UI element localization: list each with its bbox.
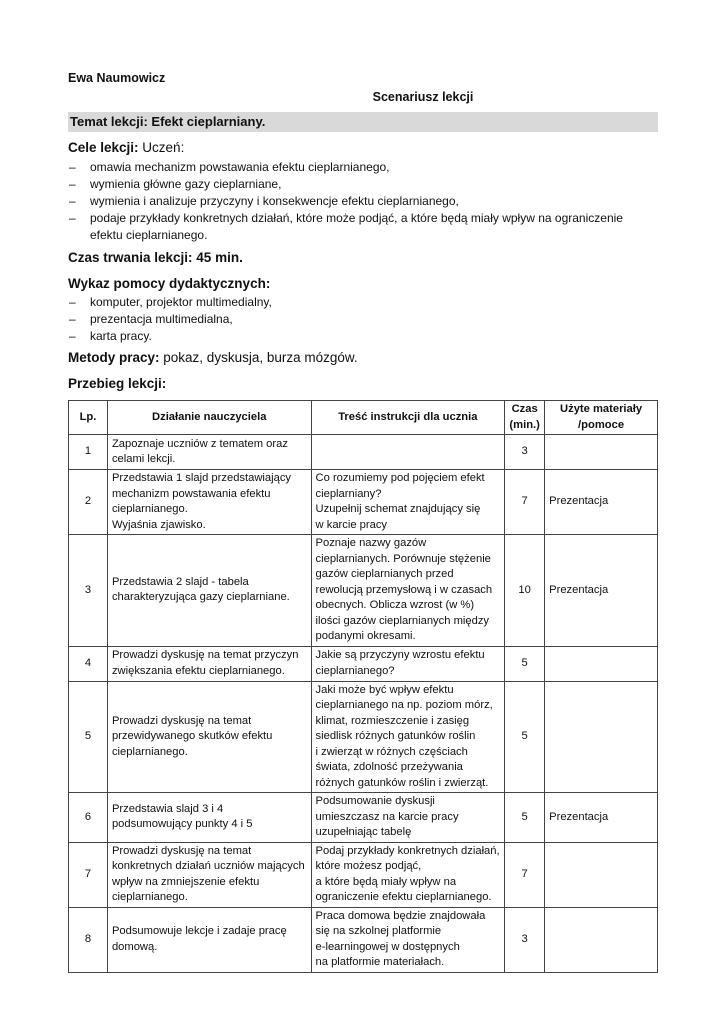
row-student-instruction: Podaj przykłady konkretnych działań, które możesz podjąć, a które będą miały wpływ na ograniczenie efektu cieplarnianego.: [311, 842, 505, 907]
table-row: [69, 842, 658, 907]
row-student-instruction: Jaki może być wpływ efektu cieplarnianego na np. poziom mórz, klimat, rozmieszczenie i zasięg siedlisk różnych gatunków roślin i zwierząt w różnych częściach świata, zdolność przeżywania różnych gatunków roślin i zwierząt.: [311, 681, 505, 793]
row-teacher-action: Przedstawia 1 slajd przedstawiający mechanizm powstawania efektu cieplarnianego. Wyjaśnia zjawisko.: [107, 470, 311, 535]
goals-heading-rest: Uczeń:: [138, 140, 185, 155]
aids-heading: [68, 276, 270, 291]
row-materials: [545, 435, 658, 470]
row-teacher-action: Zapoznaje uczniów z tematem oraz celami lekcji.: [107, 435, 311, 470]
row-materials: [545, 842, 658, 907]
row-student-instruction: Poznaje nazwy gazów cieplarnianych. Porównuje stężenie gazów cieplarnianych przed rewolucją przemysłową i w czasach obecnych. Oblicza wzrost (w %) ilości gazów cieplarnianych między podanymi okresami.: [311, 535, 505, 647]
course-heading: [68, 376, 166, 391]
document-title: Scenariusz lekcji: [372, 90, 474, 104]
row-time: 10: [505, 535, 545, 647]
table-row: [69, 535, 658, 647]
row-lp: 2: [69, 470, 108, 535]
methods-heading-rest: pokaz, dyskusja, burza mózgów.: [159, 350, 358, 365]
row-materials: Prezentacja: [545, 535, 658, 647]
row-time: 5: [505, 681, 545, 793]
header-time: [505, 401, 545, 435]
row-lp: 1: [69, 435, 108, 470]
table-row: [69, 793, 658, 843]
goals-heading: [68, 140, 184, 155]
row-lp: 5: [69, 681, 108, 793]
table-row: [69, 907, 658, 972]
list-item: – wymienia i analizuje przyczyny i konsekwencje efektu cieplarnianego,: [68, 193, 658, 210]
row-student-instruction: Co rozumiemy pod pojęciem efekt cieplarniany? Uzupełnij schemat znajdujący się w karcie pracy: [311, 470, 505, 535]
row-time: 5: [505, 793, 545, 843]
row-teacher-action: Prowadzi dyskusję na temat konkretnych działań uczniów mających wpływ na zmniejszenie efektu cieplarnianego.: [107, 842, 311, 907]
row-materials: [545, 646, 658, 681]
row-time: 3: [505, 435, 545, 470]
row-teacher-action: Przedstawia 2 slajd - tabela charakteryzująca gazy cieplarniane.: [107, 535, 311, 647]
aids-list: [68, 294, 658, 345]
list-item: – omawia mechanizm powstawania efektu cieplarnianego,: [68, 159, 658, 176]
row-student-instruction: Jakie są przyczyny wzrostu efektu cieplarnianego?: [311, 646, 505, 681]
row-student-instruction: [311, 435, 505, 470]
row-materials: [545, 681, 658, 793]
methods-heading-bold: Metody pracy:: [68, 350, 160, 365]
header-lp: Lp.: [69, 401, 108, 435]
header-instruction: Treść instrukcji dla ucznia: [311, 401, 505, 435]
goals-heading-bold: Cele lekcji:: [68, 140, 139, 155]
course-text: Przebieg lekcji:: [68, 376, 167, 391]
header-materials-line1: Użyte materiały: [560, 403, 643, 415]
row-time: 3: [505, 907, 545, 972]
methods-heading: [68, 350, 358, 365]
table-row: [69, 435, 658, 470]
lesson-topic: Temat lekcji: Efekt cieplarniany.: [68, 112, 658, 132]
list-item: – karta pracy.: [68, 328, 658, 345]
duration-text: Czas trwania lekcji: 45 min.: [68, 250, 243, 265]
row-time: 7: [505, 842, 545, 907]
header-materials-line2: /pomoce: [578, 418, 625, 431]
row-teacher-action: Prowadzi dyskusję na temat przewidywanego skutków efektu cieplarnianego.: [107, 681, 311, 793]
list-item: – wymienia główne gazy cieplarniane,: [68, 176, 658, 193]
row-student-instruction: Praca domowa będzie znajdowała się na szkolnej platformie e-learningowej w dostępnych na platformie materiałach.: [311, 907, 505, 972]
row-time: 7: [505, 470, 545, 535]
row-teacher-action: Podsumowuje lekcje i zadaje pracę domową.: [107, 907, 311, 972]
row-lp: 8: [69, 907, 108, 972]
table-row: [69, 681, 658, 793]
header-materials: [545, 401, 658, 435]
lesson-table: [68, 400, 658, 973]
table-row: [69, 470, 658, 535]
list-item: – podaje przykłady konkretnych działań, które może podjąć, a które będą miały wpływ na ograniczenie efektu cieplarnianego.: [68, 210, 658, 244]
row-lp: 6: [69, 793, 108, 843]
duration-heading: [68, 250, 243, 265]
table-header-row: [69, 401, 658, 435]
row-materials: [545, 907, 658, 972]
goals-list: [68, 159, 658, 244]
row-lp: 7: [69, 842, 108, 907]
row-time: 5: [505, 646, 545, 681]
row-materials: Prezentacja: [545, 793, 658, 843]
header-time-line1: Czas: [511, 403, 538, 415]
list-item: – prezentacja multimedialna,: [68, 311, 658, 328]
row-lp: 3: [69, 535, 108, 647]
row-student-instruction: Podsumowanie dyskusji umieszczasz na karcie pracy uzupełniając tabelę: [311, 793, 505, 843]
aids-text: Wykaz pomocy dydaktycznych:: [68, 276, 271, 291]
row-teacher-action: Prowadzi dyskusję na temat przyczyn zwiększania efektu cieplarnianego.: [107, 646, 311, 681]
row-materials: Prezentacja: [545, 470, 658, 535]
header-teacher: Działanie nauczyciela: [107, 401, 311, 435]
header-time-line2: (min.): [509, 418, 540, 431]
author-name: Ewa Naumowicz: [68, 71, 166, 85]
list-item: – komputer, projektor multimedialny,: [68, 294, 658, 311]
row-lp: 4: [69, 646, 108, 681]
table-row: [69, 646, 658, 681]
row-teacher-action: Przedstawia slajd 3 i 4 podsumowujący punkty 4 i 5: [107, 793, 311, 843]
